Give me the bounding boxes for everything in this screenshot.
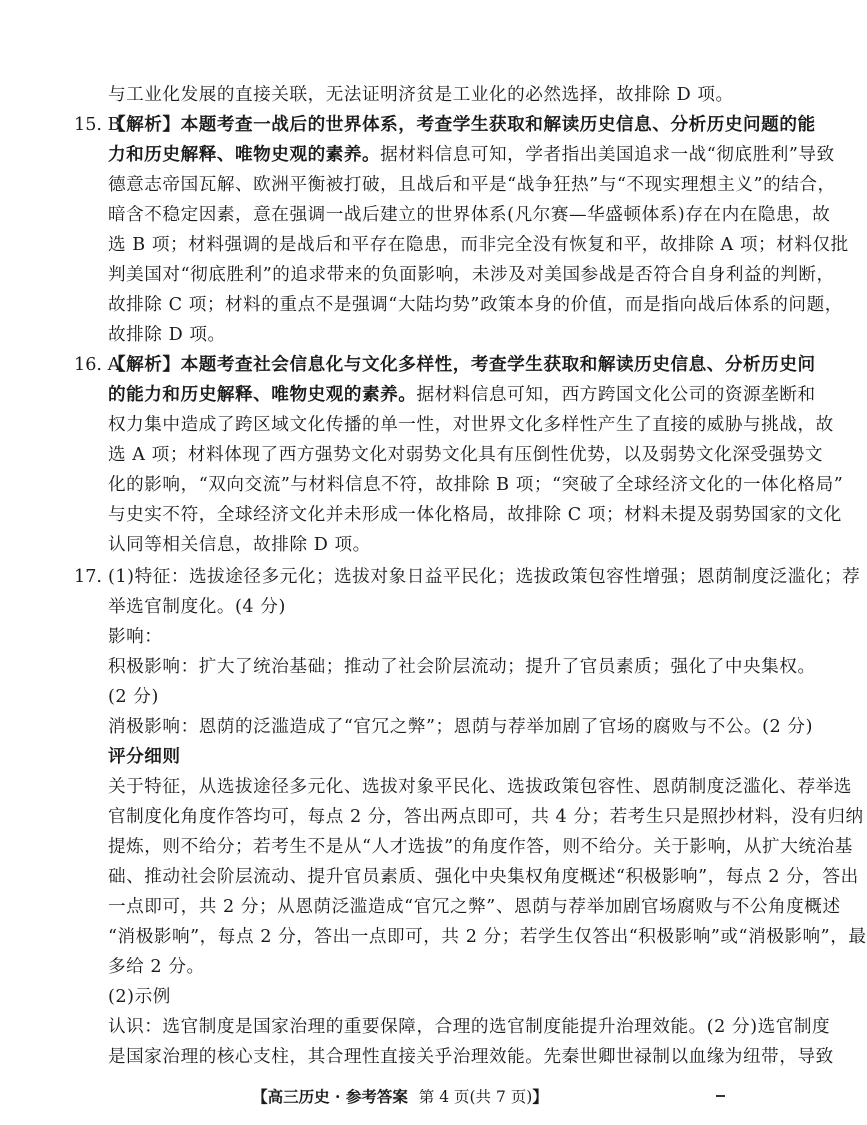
q16-lead-bold-2: 的能力和历史解释、唯物史观的素养。 <box>108 384 417 405</box>
text-line: 选 B 项；材料强调的是战后和平存在隐患，而非完全没有恢复和平，故排除 A 项；材料仅批 <box>108 235 849 255</box>
text-line: 德意志帝国瓦解、欧洲平衡被打破，且战后和平是“战争狂热”与“不现实理想主义”的结合， <box>108 175 836 195</box>
text-line: 积极影响：扩大了统治基础；推动了社会阶层流动；提升了官员素质；强化了中央集权。 <box>108 657 816 677</box>
footer-title: 【高三历史 · 参考答案 <box>252 1087 408 1106</box>
text-line: “消极影响”，每点 2 分，答出一点即可，共 2 分；若学生仅答出“积极影响”或“消极影响”，最 <box>108 927 867 947</box>
text-line: 故排除 C 项；材料的重点不是强调“大陆均势”政策本身的价值，而是指向战后体系的问题， <box>108 295 843 315</box>
text-line: 与工业化发展的直接关联，无法证明济贫是工业化的必然选择，故排除 D 项。 <box>108 85 734 105</box>
q15-analysis-text: 据材料信息可知，学者指出美国追求一战“彻底胜利”导致 <box>380 145 835 165</box>
text-line: 选 A 项；材料体现了西方强势文化对弱势文化具有压倒性优势，以及弱势文化深受强势文 <box>108 445 824 465</box>
text-line: 暗含不稳定因素，意在强调一战后建立的世界体系(凡尔赛—华盛顿体系)存在内在隐患，故 <box>108 205 831 225</box>
text-line: 影响： <box>108 627 163 647</box>
text-line: 关于特征，从选拔途径多元化、选拔对象平民化、选拔政策包容性、恩荫制度泛滥化、荐举选 <box>108 777 852 797</box>
q15-analysis-lead <box>108 110 816 140</box>
text-line: 举选官制度化。(4 分) <box>108 597 286 617</box>
page-footer <box>0 1085 800 1109</box>
question-number-17: 17. <box>74 567 102 587</box>
corner-mark <box>716 1095 725 1097</box>
text-line: 多给 2 分。 <box>108 957 205 977</box>
text-line: 官制度化角度作答均可，每点 2 分，答出两点即可，共 4 分；若考生只是照抄材料，没有归纳 <box>108 807 864 827</box>
text-line: 消极影响：恩荫的泛滥造成了“官冗之弊”；恩荫与荐举加剧了官场的腐败与不公。(2 分) <box>108 717 813 737</box>
text-line: 认识：选官制度是国家治理的重要保障，合理的选官制度能提升治理效能。(2 分)选官制度 <box>108 1017 831 1037</box>
text-line: 权力集中造成了跨区域文化传播的单一性，对世界文化多样性产生了直接的威胁与挑战，故 <box>108 415 834 435</box>
view-second-part-b: 先秦世卿世禄制以血缘为纽带，导致 <box>543 1047 834 1067</box>
text-line: (2 分) <box>108 687 159 707</box>
text-line: 与史实不符，全球经济文化并未形成一体化格局，故排除 C 项；材料未提及弱势国家的文化 <box>108 505 842 525</box>
view-second-part-a: 是国家治理的核心支柱，其合理性直接关乎治理效能。 <box>108 1047 544 1067</box>
text-line: (1)特征：选拔途径多元化；选拔对象日益平民化；选拔政策包容性增强；恩荫制度泛滥化；荐 <box>108 567 861 587</box>
q16-analysis-lead <box>108 350 816 380</box>
text-line <box>108 1042 834 1072</box>
q16-lead-bold: 【解析】本题考查社会信息化与文化多样性，考查学生获取和解读历史信息、分析历史问 <box>108 354 816 375</box>
text-line <box>108 380 816 410</box>
q15-lead-bold-2: 力和历史解释、唯物史观的素养。 <box>108 144 381 165</box>
footer-bracket: 】 <box>532 1087 548 1106</box>
text-line: 化的影响，“双向交流”与材料信息不符，故排除 B 项；“突破了全球经济文化的一体化格局” <box>108 475 844 495</box>
question-number-15: 15. B <box>74 115 121 135</box>
q15-lead-bold: 【解析】本题考查一战后的世界体系，考查学生获取和解读历史信息、分析历史问题的能 <box>108 114 816 135</box>
text-line <box>108 140 835 170</box>
text-line: 认同等相关信息，故排除 D 项。 <box>108 535 371 555</box>
text-line: 提炼，则不给分；若考生不是从“人才选拔”的角度作答，则不给分。关于影响，从扩大统治基 <box>108 837 853 857</box>
text-line: 一点即可，共 2 分；从恩荫泛滥造成“官冗之弊”、恩荫与荐举加剧官场腐败与不公角度概述 <box>108 897 841 917</box>
q16-analysis-text: 据材料信息可知，西方跨国文化公司的资源垄断和 <box>416 385 816 405</box>
example-heading: (2)示例 <box>108 987 171 1007</box>
question-number-16: 16. A <box>74 355 121 375</box>
text-line: 故排除 D 项。 <box>108 325 226 345</box>
footer-page-number: 第 4 页(共 7 页) <box>418 1088 533 1106</box>
text-line: 础、推动社会阶层流动、提升官员素质、强化中央集权角度概述“积极影响”，每点 2 分，答出 <box>108 867 859 887</box>
text-line: 判美国对“彻底胜利”的追求带来的负面影响，未涉及对美国参战是否符合自身利益的判断， <box>108 265 835 285</box>
scoring-rules-heading: 评分细则 <box>108 746 181 767</box>
